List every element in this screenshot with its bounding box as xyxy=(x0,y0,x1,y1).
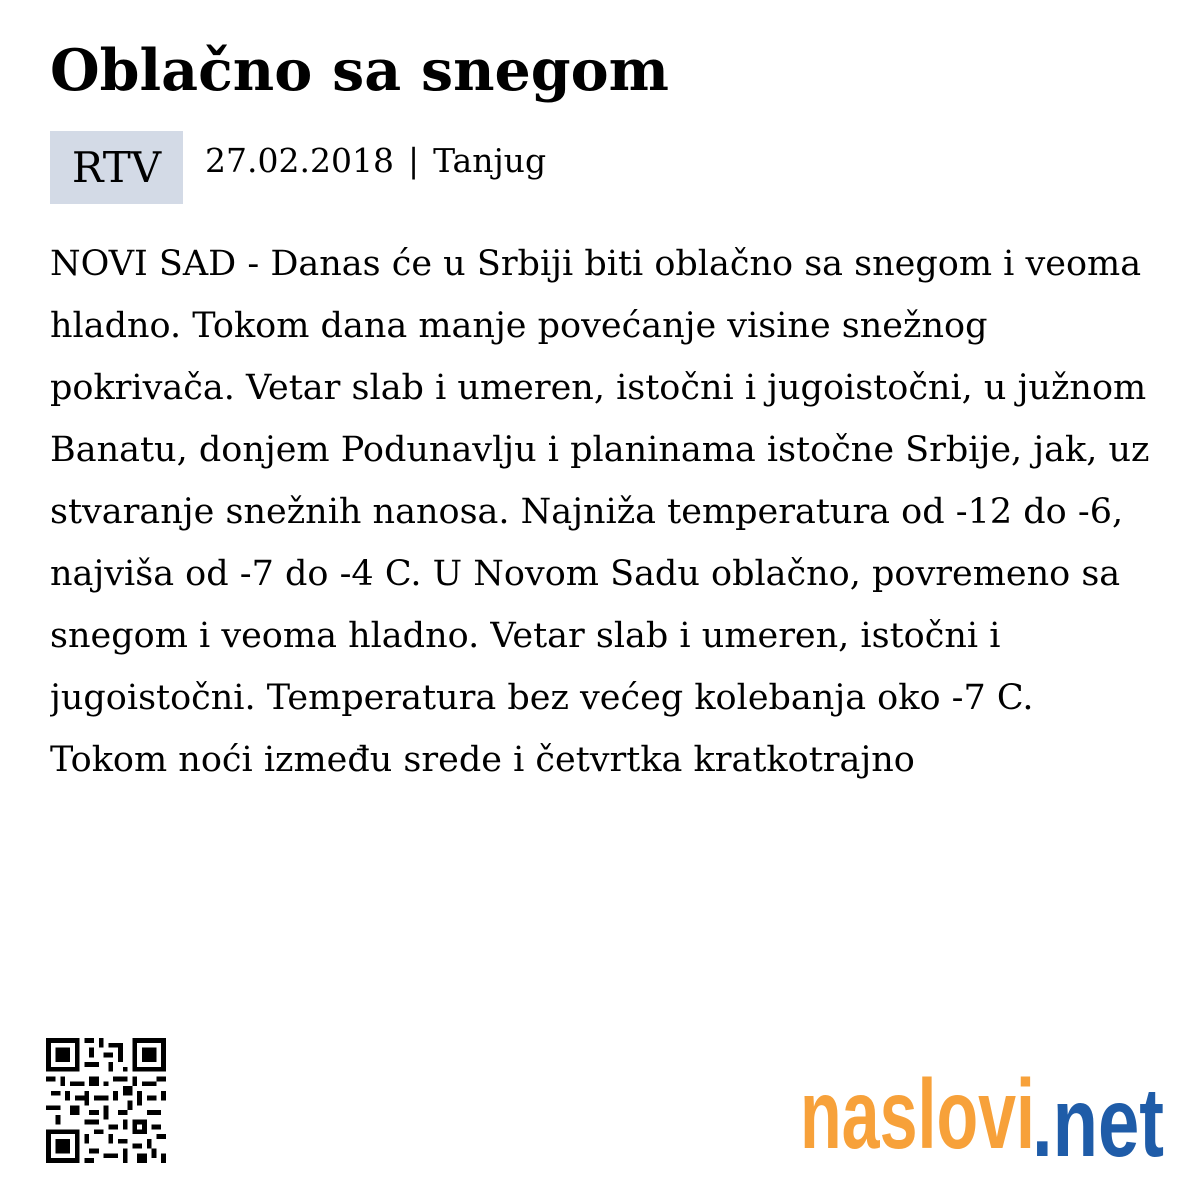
article-date: 27.02.2018 xyxy=(205,141,394,180)
svg-text:.net: .net xyxy=(1032,1067,1164,1168)
article-agency: Tanjug xyxy=(433,141,547,180)
article-headline: Oblačno sa snegom xyxy=(50,37,669,104)
naslovi-net-logo xyxy=(800,1058,1170,1168)
meta-line xyxy=(205,141,546,194)
source-badge: RTV xyxy=(50,131,183,204)
text-fade-overlay xyxy=(50,793,1160,853)
article-meta xyxy=(50,131,546,204)
qr-code-icon xyxy=(46,1038,166,1163)
article-body: NOVI SAD - Danas će u Srbiji biti oblačno sa snegom i veoma hladno. Tokom dana manje povećanje visine snežnog pokrivača. Vetar slab i umeren, istočni i jugoistočni, u južnom Banatu, donjem Podunavlju i planinama istočne Srbije, jak, uz stvaranje snežnih nanosa. Najniža temperatura od -12 do -6, najviša od -7 do -4 C. U Novom Sadu oblačno, povremeno sa snegom i veoma hladno. Vetar slab i umeren, istočni i jugoistočni. Temperatura bez većeg kolebanja oko -7 C. Tokom noći između srede i četvrtka kratkotrajno xyxy=(50,244,1150,780)
meta-separator: | xyxy=(407,141,420,180)
svg-text:naslovi: naslovi xyxy=(800,1059,1035,1168)
article-body-container xyxy=(50,233,1160,853)
